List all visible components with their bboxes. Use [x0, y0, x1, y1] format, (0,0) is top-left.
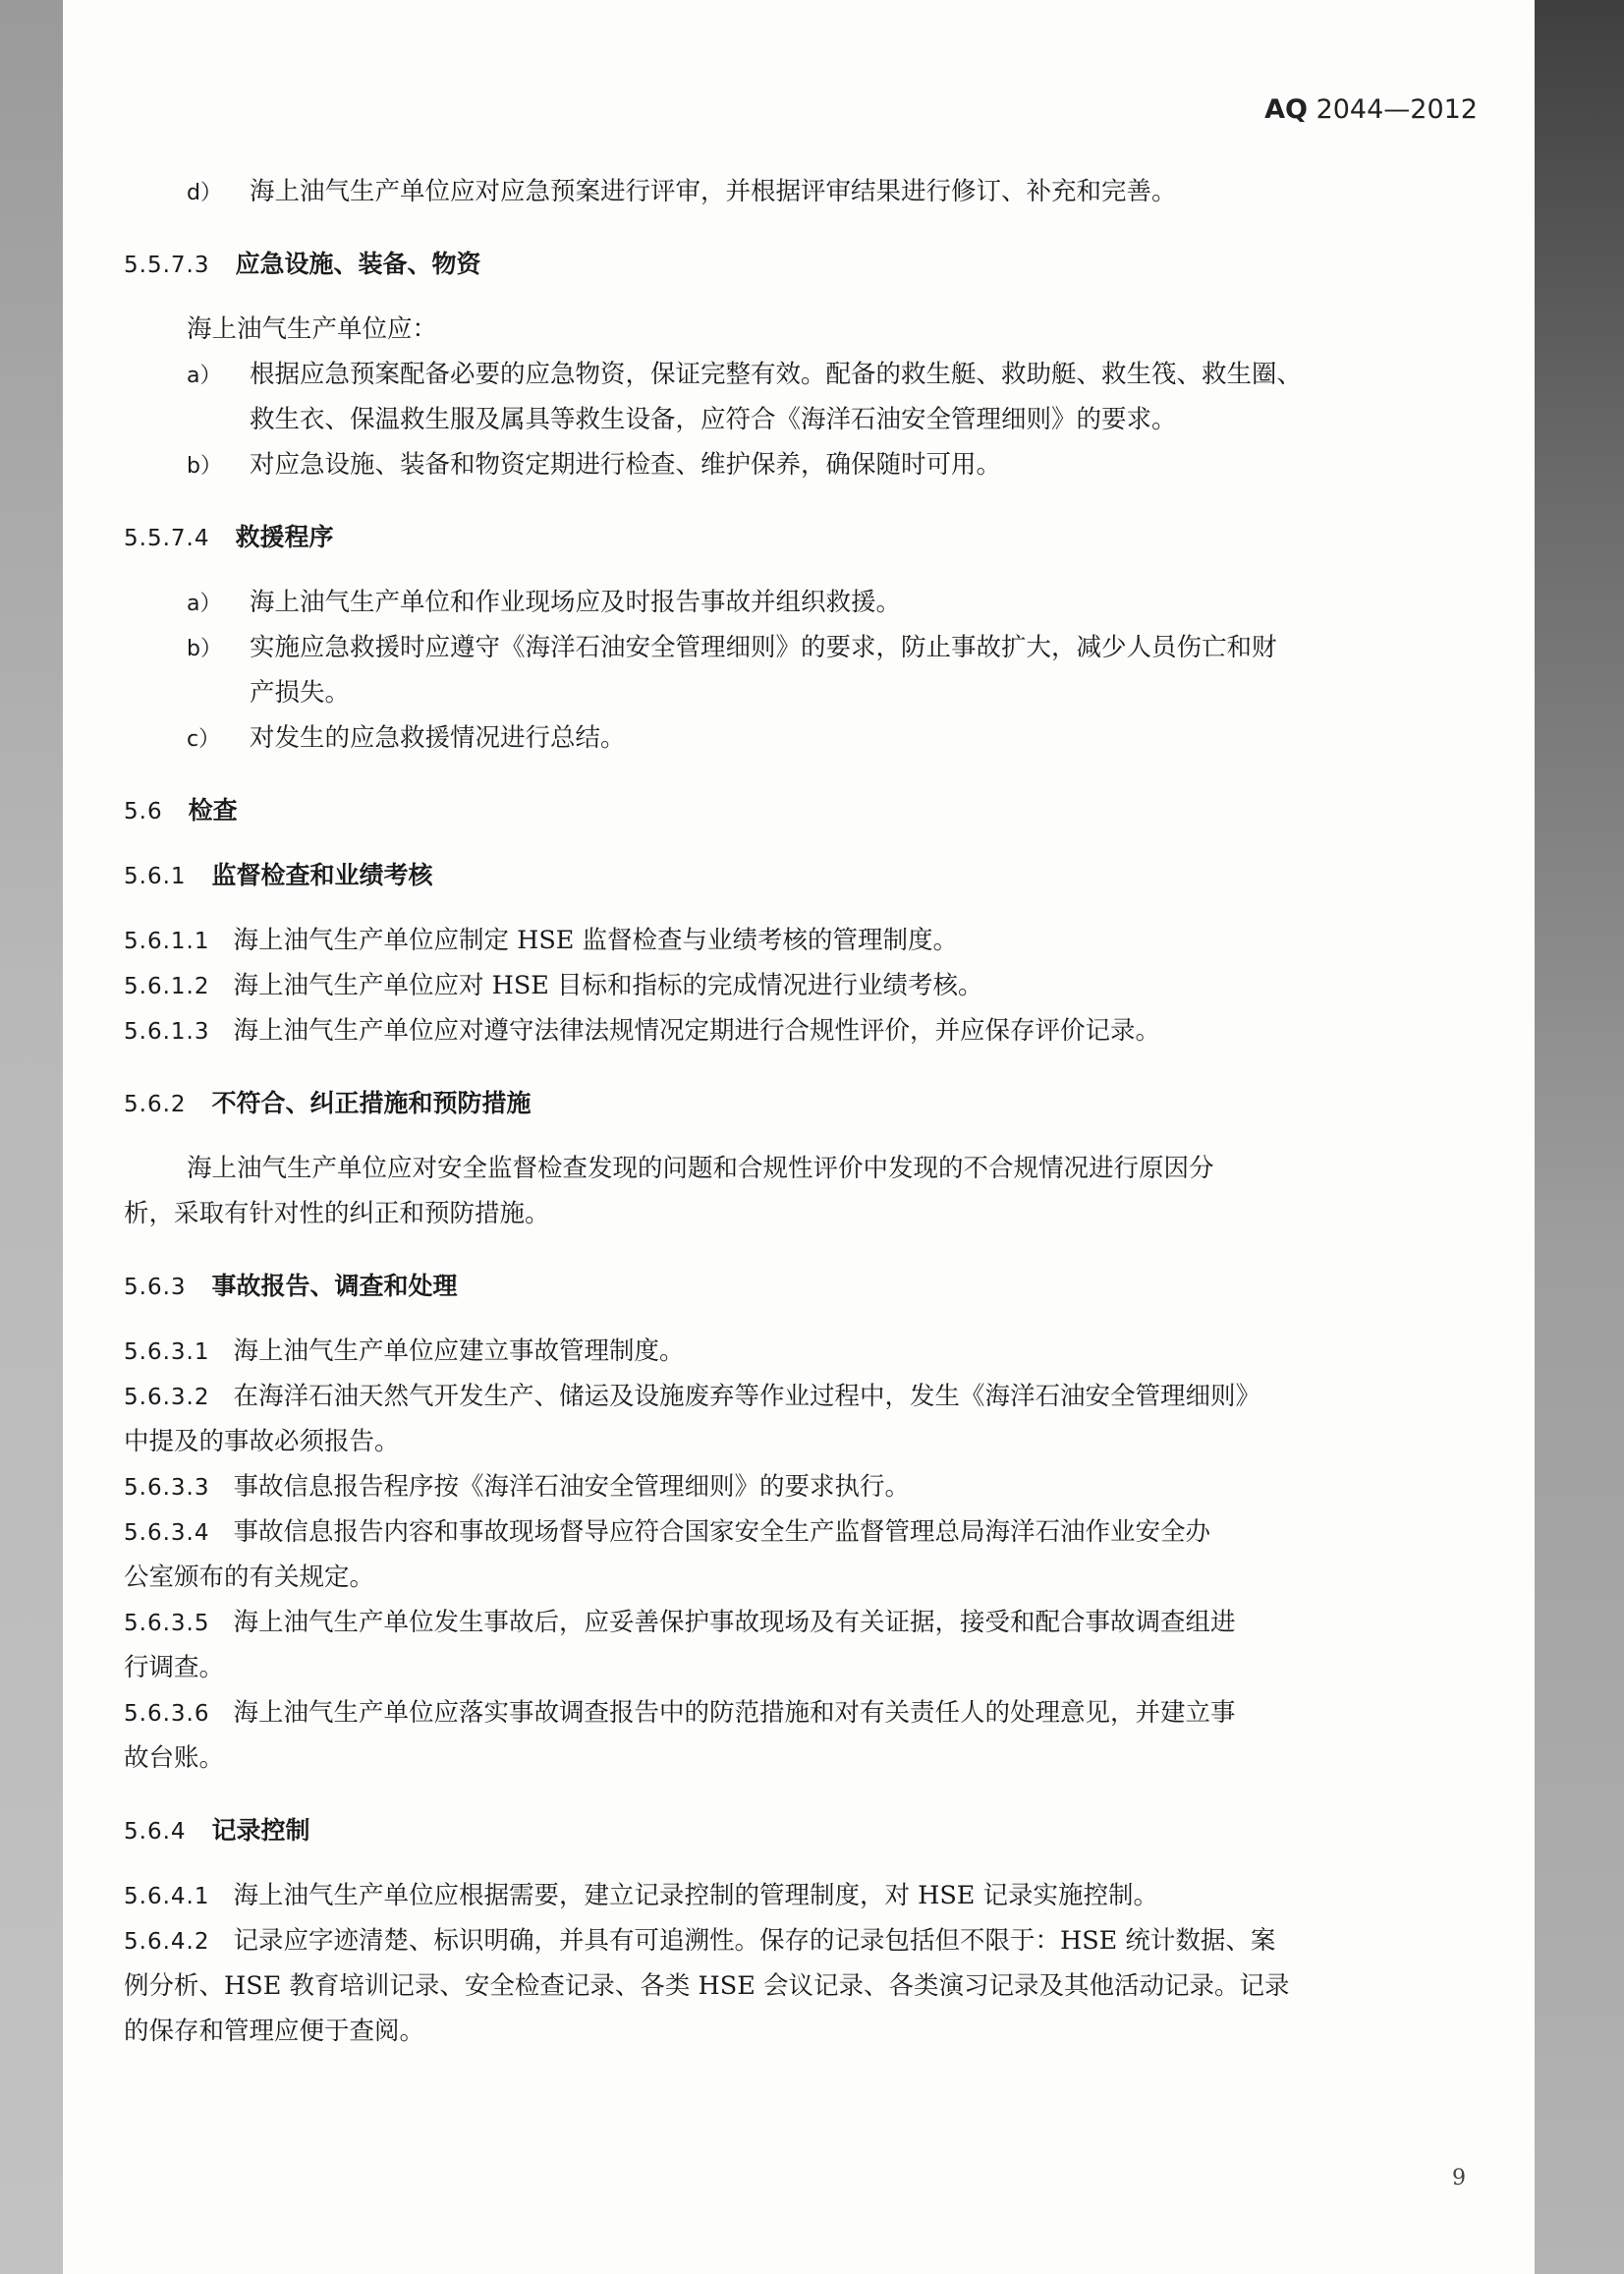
- clause-text: 事故信息报告程序按《海洋石油安全管理细则》的要求执行。: [233, 1472, 910, 1502]
- clause-number: 5.6.3.2: [124, 1385, 210, 1410]
- clause-number: 5.6.3.3: [124, 1475, 210, 1501]
- clause: [124, 963, 1480, 1008]
- list-marker: b）: [187, 637, 222, 661]
- standard-year: 2044—2012: [1316, 94, 1478, 125]
- clause-text: 海上油气生产单位应制定 HSE 监督检查与业绩考核的管理制度。: [233, 926, 959, 955]
- clause-continuation: 例分析、HSE 教育培训记录、安全检查记录、各类 HSE 会议记录、各类演习记录及其他活动记录。记录: [124, 1971, 1290, 2001]
- clause-text: 海上油气生产单位应对 HSE 目标和指标的完成情况进行业绩考核。: [233, 971, 983, 1000]
- list-marker: d）: [187, 181, 222, 205]
- clause-number: 5.6.3.6: [124, 1701, 210, 1727]
- clause: [124, 1873, 1480, 1918]
- list-item: [124, 352, 1480, 397]
- section-heading: [124, 1264, 1480, 1309]
- clause-continuation: 中提及的事故必须报告。: [124, 1427, 400, 1456]
- clause-text: 事故信息报告内容和事故现场督导应符合国家安全生产监督管理总局海洋石油作业安全办: [233, 1517, 1210, 1547]
- clause: [124, 1600, 1480, 1645]
- section-number: 5.5.7.4: [124, 526, 210, 551]
- list-marker: c）: [187, 727, 221, 752]
- clause-text: 海上油气生产单位发生事故后，应妥善保护事故现场及有关证据，接受和配合事故调查组进: [233, 1608, 1236, 1637]
- clause: [124, 1329, 1480, 1374]
- clause: [124, 1918, 1480, 1963]
- clause-text: 海上油气生产单位应落实事故调查报告中的防范措施和对有关责任人的处理意见，并建立事: [233, 1698, 1236, 1728]
- section-title: 记录控制: [211, 1816, 310, 1845]
- list-text: 根据应急预案配备必要的应急物资，保证完整有效。配备的救生艇、救助艇、救生筏、救生圈、: [250, 360, 1303, 389]
- section-number: 5.6.3: [124, 1275, 187, 1300]
- clause-text: 海上油气生产单位应根据需要，建立记录控制的管理制度，对 HSE 记录实施控制。: [233, 1881, 1159, 1910]
- document-page: [63, 0, 1535, 2274]
- section-title: 应急设施、装备、物资: [235, 250, 481, 278]
- section-title: 事故报告、调查和处理: [211, 1272, 458, 1300]
- clause-continuation: 的保存和管理应便于查阅。: [124, 2017, 425, 2046]
- list-marker: a）: [187, 364, 222, 388]
- clause-continuation: 行调查。: [124, 1653, 225, 1682]
- list-text: 实施应急救援时应遵守《海洋石油安全管理细则》的要求，防止事故扩大，减少人员伤亡和财: [250, 633, 1277, 662]
- paragraph-continuation: 析，采取有针对性的纠正和预防措施。: [124, 1199, 550, 1228]
- section-number: 5.6.2: [124, 1092, 187, 1117]
- clause: [124, 918, 1480, 963]
- list-item-continuation: 产损失。: [250, 678, 351, 708]
- list-text: 海上油气生产单位应对应急预案进行评审，并根据评审结果进行修订、补充和完善。: [250, 177, 1177, 206]
- list-item: [124, 715, 1480, 761]
- scan-background-right: [1535, 0, 1624, 2274]
- section-heading: [124, 1081, 1480, 1126]
- section-title: 监督检查和业绩考核: [211, 861, 433, 889]
- list-text: 对应急设施、装备和物资定期进行检查、维护保养，确保随时可用。: [250, 450, 1002, 480]
- clause-text: 在海洋石油天然气开发生产、储运及设施废弃等作业过程中，发生《海洋石油安全管理细则》: [233, 1382, 1260, 1411]
- list-item: [124, 580, 1480, 625]
- section-number: 5.6: [124, 799, 163, 824]
- paragraph: 海上油气生产单位应对安全监督检查发现的问题和合规性评价中发现的不合规情况进行原因分: [187, 1154, 1214, 1183]
- clause-number: 5.6.1.2: [124, 974, 210, 999]
- clause: [124, 1374, 1480, 1419]
- section-title: 不符合、纠正措施和预防措施: [211, 1089, 532, 1117]
- paragraph: 海上油气生产单位应：: [187, 314, 438, 344]
- section-number: 5.5.7.3: [124, 253, 210, 278]
- clause-number: 5.6.1.3: [124, 1019, 210, 1045]
- clause: [124, 1509, 1480, 1555]
- clause-number: 5.6.4.2: [124, 1929, 210, 1955]
- list-marker: a）: [187, 592, 222, 616]
- list-text: 海上油气生产单位和作业现场应及时报告事故并组织救援。: [250, 588, 902, 617]
- document-body: [124, 169, 1480, 2054]
- standard-code: AQ: [1264, 94, 1308, 125]
- clause-number: 5.6.3.1: [124, 1339, 210, 1365]
- clause: [124, 1690, 1480, 1735]
- clause-text: 记录应字迹清楚、标识明确，并具有可追溯性。保存的记录包括但不限于：HSE 统计数据、案: [233, 1926, 1276, 1956]
- section-number: 5.6.4: [124, 1819, 187, 1845]
- clause-number: 5.6.1.1: [124, 929, 210, 954]
- clause-continuation: 公室颁布的有关规定。: [124, 1563, 375, 1592]
- list-text: 对发生的应急救援情况进行总结。: [250, 723, 626, 753]
- standard-number: [1264, 94, 1478, 125]
- section-heading: [124, 1808, 1480, 1853]
- clause-number: 5.6.3.4: [124, 1520, 210, 1546]
- clause-text: 海上油气生产单位应建立事故管理制度。: [233, 1336, 685, 1366]
- section-heading: [124, 242, 1480, 287]
- section-title: 救援程序: [235, 523, 334, 551]
- section-number: 5.6.1: [124, 864, 187, 889]
- clause-number: 5.6.4.1: [124, 1884, 210, 1909]
- page-number: 9: [1452, 2166, 1466, 2190]
- list-item-continuation: 救生衣、保温救生服及属具等救生设备，应符合《海洋石油安全管理细则》的要求。: [250, 405, 1177, 434]
- section-title: 检查: [188, 796, 238, 824]
- list-item: [124, 169, 1480, 214]
- scan-background-left: [0, 0, 63, 2274]
- list-item: [124, 442, 1480, 487]
- clause-continuation: 故台账。: [124, 1743, 225, 1773]
- section-heading: [124, 788, 1480, 833]
- section-heading: [124, 515, 1480, 560]
- list-item: [124, 625, 1480, 670]
- clause: [124, 1008, 1480, 1053]
- clause-number: 5.6.3.5: [124, 1611, 210, 1636]
- section-heading: [124, 853, 1480, 898]
- clause: [124, 1464, 1480, 1509]
- clause-text: 海上油气生产单位应对遵守法律法规情况定期进行合规性评价，并应保存评价记录。: [233, 1016, 1160, 1046]
- list-marker: b）: [187, 454, 222, 479]
